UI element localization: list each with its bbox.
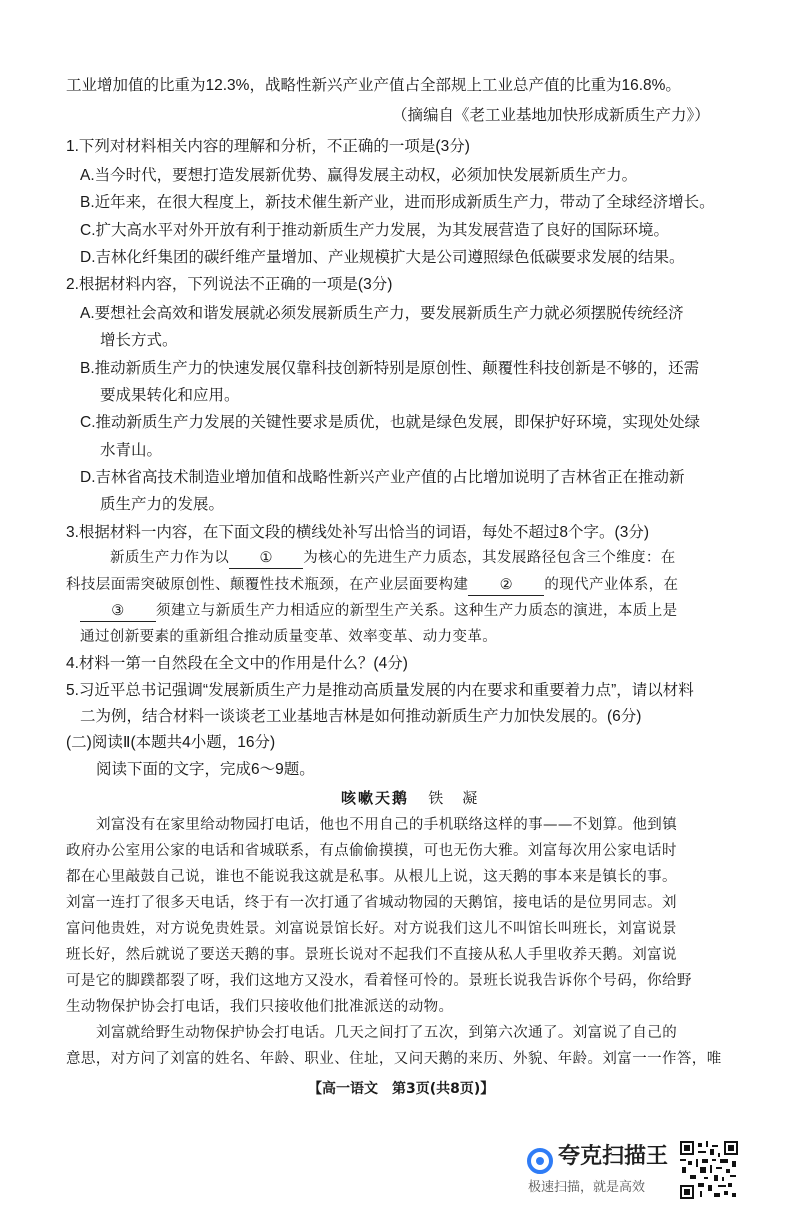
option-2a: A.要想社会高效和谐发展就必须发展新质生产力，要发展新质生产力就必须摆脱传统经济 (80, 305, 684, 322)
fill-text: 新质生产力作为以 (110, 550, 230, 566)
story-title (341, 788, 479, 808)
text-line: 工业增加值的比重为12.3%，战略性新兴产业产值占全部规上工业总产值的比重为16.8%。 (66, 77, 681, 94)
question-1: 1.下列对材料相关内容的理解和分析，不正确的一项是(3分) (66, 138, 470, 155)
question-5: 5.习近平总书记强调“发展新质生产力是推动高质量发展的内在要求和重要着力点”，请以材料 (66, 682, 694, 699)
story-line: 刘富没有在家里给动物园打电话，他也不用自己的手机联络这样的事——不划算。他到镇 (96, 817, 678, 833)
option-2a-cont: 增长方式。 (100, 332, 178, 349)
story-line: 富问他贵姓，对方说免贵姓景。刘富说景馆长好。对方说我们这儿不叫馆长叫班长，刘富说景 (66, 921, 677, 937)
reading-instruction: 阅读下面的文字，完成6～9题。 (96, 761, 315, 778)
story-line: 刘富就给野生动物保护协会打电话。几天之间打了五次，到第六次通了。刘富说了自己的 (96, 1025, 678, 1041)
question-2: 2.根据材料内容，下列说法不正确的一项是(3分) (66, 276, 393, 293)
story-title-text: 咳嗽天鹅 (341, 789, 410, 807)
story-line: 可是它的脚蹼都裂了呀，我们这地方又没水，看着怪可怜的。景班长说我告诉你个号码，你给野 (66, 973, 692, 989)
option-2b-cont: 要成果转化和应用。 (100, 387, 240, 404)
blank-1[interactable]: ① (229, 548, 303, 569)
fill-text: 科技层面需突破原创性、颠覆性技术瓶颈，在产业层面要构建 (66, 577, 469, 593)
option-2c: C.推动新质生产力发展的关键性要求是质优，也就是绿色发展，即保护好环境，实现处处绿 (80, 414, 701, 431)
story-line: 刘富一连打了很多天电话，终于有一次打通了省城动物园的天鹅馆，接电话的是位男同志。刘 (66, 895, 677, 911)
scanner-slogan: 极速扫描，就是高效 (528, 1180, 646, 1195)
option-1b: B.近年来，在很大程度上，新技术催生新产业，进而形成新质生产力，带动了全球经济增长。 (80, 194, 715, 211)
story-line: 生动物保护协会打电话，我们只接收他们批准派送的动物。 (66, 999, 454, 1015)
story-line: 意思，对方问了刘富的姓名、年龄、职业、住址，又问天鹅的来历、外貌、年龄。刘富一一作答，唯 (66, 1051, 722, 1067)
source-citation: （摘编自《老工业基地加快形成新质生产力》） (392, 107, 710, 124)
page-footer: 【高一语文 第3页(共8页)】 (308, 1081, 495, 1097)
question-3: 3.根据材料一内容，在下面文段的横线处补写出恰当的词语，每处不超过8个字。(3分) (66, 524, 649, 541)
section-heading: (二)阅读Ⅱ(本题共4小题，16分) (66, 734, 276, 751)
blank-3[interactable]: ③ (80, 601, 156, 622)
scanner-logo-icon (527, 1148, 553, 1174)
question-5-cont: 二为例，结合材料一谈谈老工业基地吉林是如何推动新质生产力加快发展的。(6分) (80, 708, 642, 725)
blank-2[interactable]: ② (468, 575, 544, 596)
fill-text: 为核心的先进生产力质态，其发展路径包含三个维度：在 (303, 550, 676, 566)
option-2b: B.推动新质生产力的快速发展仅靠科技创新特别是原创性、颠覆性科技创新是不够的，还需 (80, 360, 700, 377)
option-2c-cont: 水青山。 (100, 442, 163, 459)
fill-text: 的现代产业体系，在 (544, 577, 679, 593)
fill-text: 须建立与新质生产力相适应的新型生产关系。这种生产力质态的演进，本质上是 (156, 603, 678, 619)
qr-code-icon (680, 1141, 738, 1199)
option-1d: D.吉林化纤集团的碳纤维产量增加、产业规模扩大是公司遵照绿色低碳要求发展的结果。 (80, 249, 685, 266)
story-line: 都在心里敲鼓自己说，谁也不能说我这就是私事。从根儿上说，这天鹅的事本来是镇长的事。 (66, 869, 677, 885)
option-2d: D.吉林省高技术制造业增加值和战略性新兴产业产值的占比增加说明了吉林省正在推动新 (80, 469, 685, 486)
story-line: 班长好，然后就说了要送天鹅的事。景班长说对不起我们不直接从私人手里收养天鹅。刘富说 (66, 947, 677, 963)
fill-passage-line: 通过创新要素的重新组合推动质量变革、效率变革、动力变革。 (80, 629, 498, 645)
fill-passage-line (66, 575, 678, 596)
option-1c: C.扩大高水平对外开放有利于推动新质生产力发展，为其发展营造了良好的国际环境。 (80, 222, 670, 239)
story-line: 政府办公室用公家的电话和省城联系，有点偷偷摸摸，可也无伤大雅。刘富每次用公家电话时 (66, 843, 677, 859)
option-1a: A.当今时代，要想打造发展新优势、赢得发展主动权，必须加快发展新质生产力。 (80, 167, 638, 184)
fill-passage-line (110, 548, 676, 569)
scanner-brand: 夸克扫描王 (558, 1144, 669, 1169)
story-author: 铁 凝 (428, 789, 480, 807)
option-2d-cont: 质生产力的发展。 (100, 496, 225, 513)
fill-passage-line (80, 601, 678, 622)
question-4: 4.材料一第一自然段在全文中的作用是什么？(4分) (66, 655, 408, 672)
